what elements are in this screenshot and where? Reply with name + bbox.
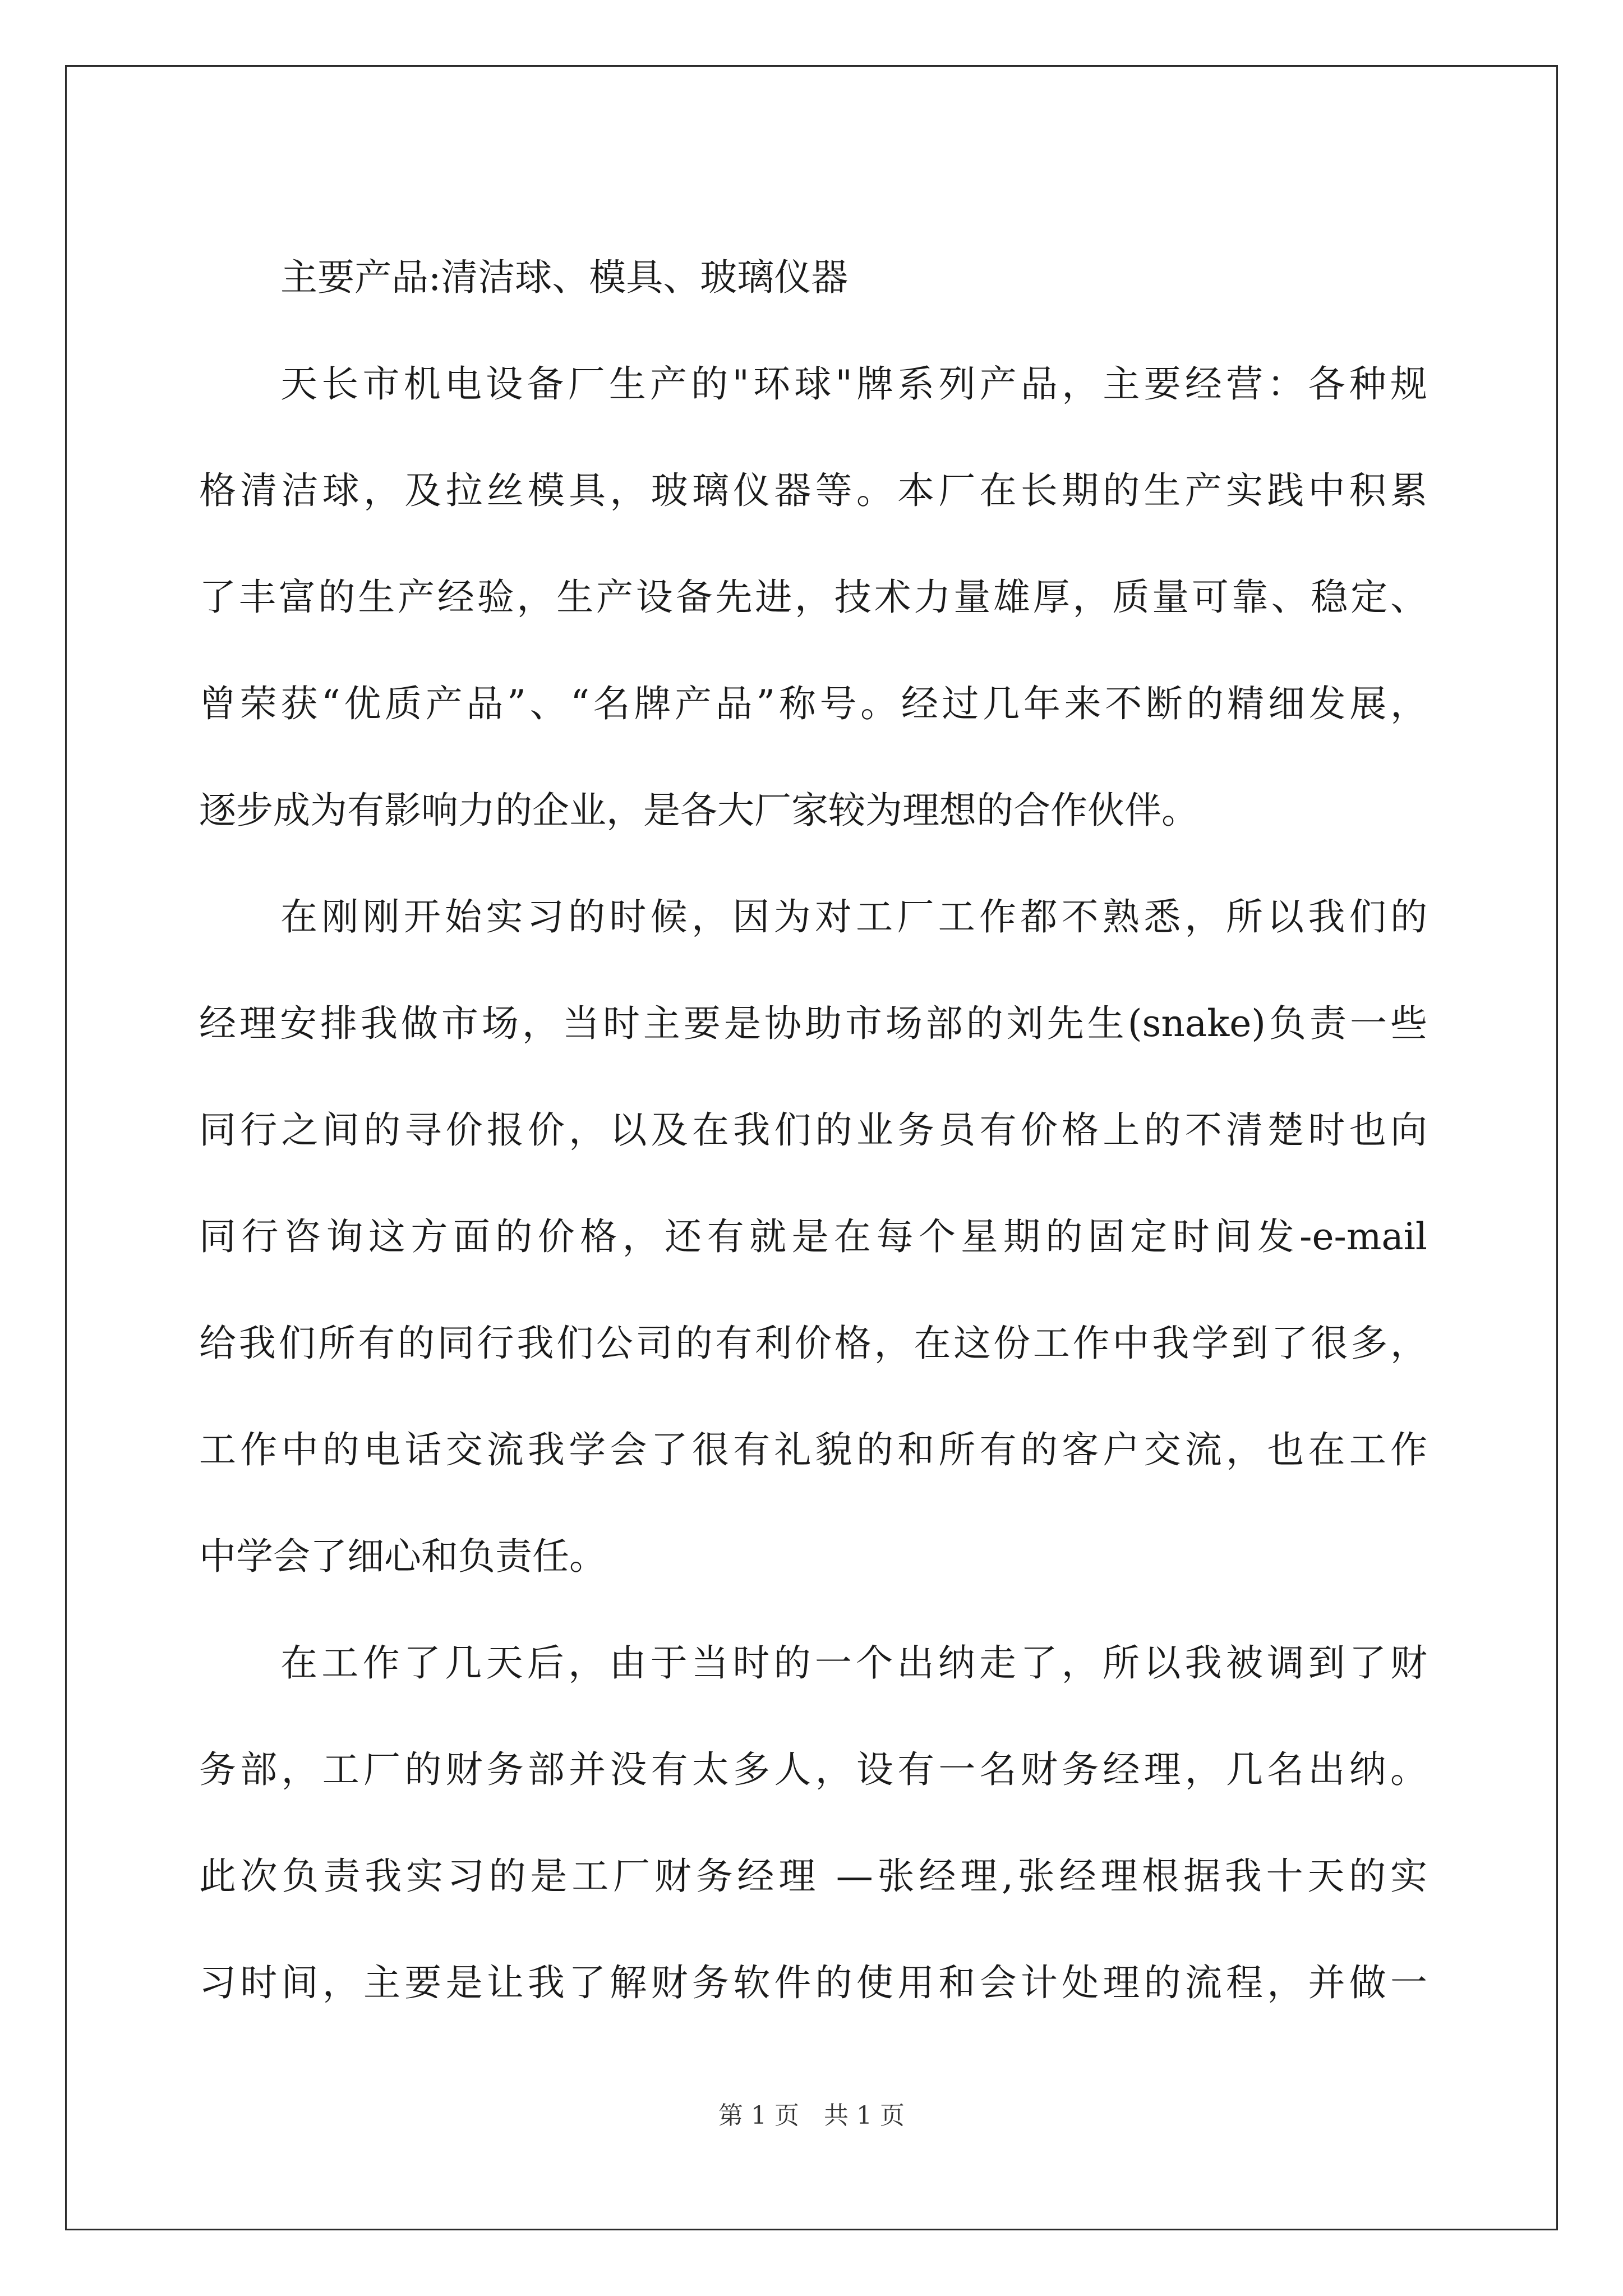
paragraph-line: 逐步成为有影响力的企业，是各大厂家较为理想的合作伙伴。 xyxy=(199,789,1198,832)
paragraph-line: 习时间，主要是让我了解财务软件的使用和会计处理的流程，并做一 xyxy=(199,1961,1427,2004)
paragraph-line: 务部，工厂的财务部并没有太多人，设有一名财务经理，几名出纳。 xyxy=(199,1748,1427,1791)
paragraph-line: 此次负责我实习的是工厂财务经理 —张经理,张经理根据我十天的实 xyxy=(199,1855,1427,1898)
document-body xyxy=(199,224,1427,2036)
paragraph-line: 了丰富的生产经验，生产设备先进，技术力量雄厚，质量可靠、稳定、 xyxy=(199,576,1427,619)
paragraph-line: 同行咨询这方面的价格，还有就是在每个星期的固定时间发-e-mail xyxy=(199,1215,1427,1258)
paragraph-line: 给我们所有的同行我们公司的有利价格，在这份工作中我学到了很多， xyxy=(199,1322,1427,1365)
paragraph-line: 在工作了几天后，由于当时的一个出纳走了，所以我被调到了财 xyxy=(280,1641,1427,1685)
paragraph-line: 在刚刚开始实习的时候，因为对工厂工作都不熟悉，所以我们的 xyxy=(280,895,1427,938)
paragraph-line: 主要产品:清洁球、模具、玻璃仪器 xyxy=(280,256,849,299)
paragraph-line: 中学会了细心和负责任。 xyxy=(199,1535,606,1578)
paragraph-line: 经理安排我做市场，当时主要是协助市场部的刘先生(snake)负责一些 xyxy=(199,1002,1427,1045)
paragraph-line: 格清洁球，及拉丝模具，玻璃仪器等。本厂在长期的生产实践中积累 xyxy=(199,469,1427,512)
paragraph-line: 曾荣获“优质产品”、“名牌产品”称号。经过几年来不断的精细发展， xyxy=(199,682,1427,725)
page-number: 第 1 页 共 1 页 xyxy=(718,2101,905,2130)
paragraph-line: 工作中的电话交流我学会了很有礼貌的和所有的客户交流，也在工作 xyxy=(199,1428,1427,1471)
paragraph-line: 天长市机电设备厂生产的"环球"牌系列产品，主要经营：各种规 xyxy=(280,362,1427,406)
paragraph-line: 同行之间的寻价报价，以及在我们的业务员有价格上的不清楚时也向 xyxy=(199,1108,1427,1152)
